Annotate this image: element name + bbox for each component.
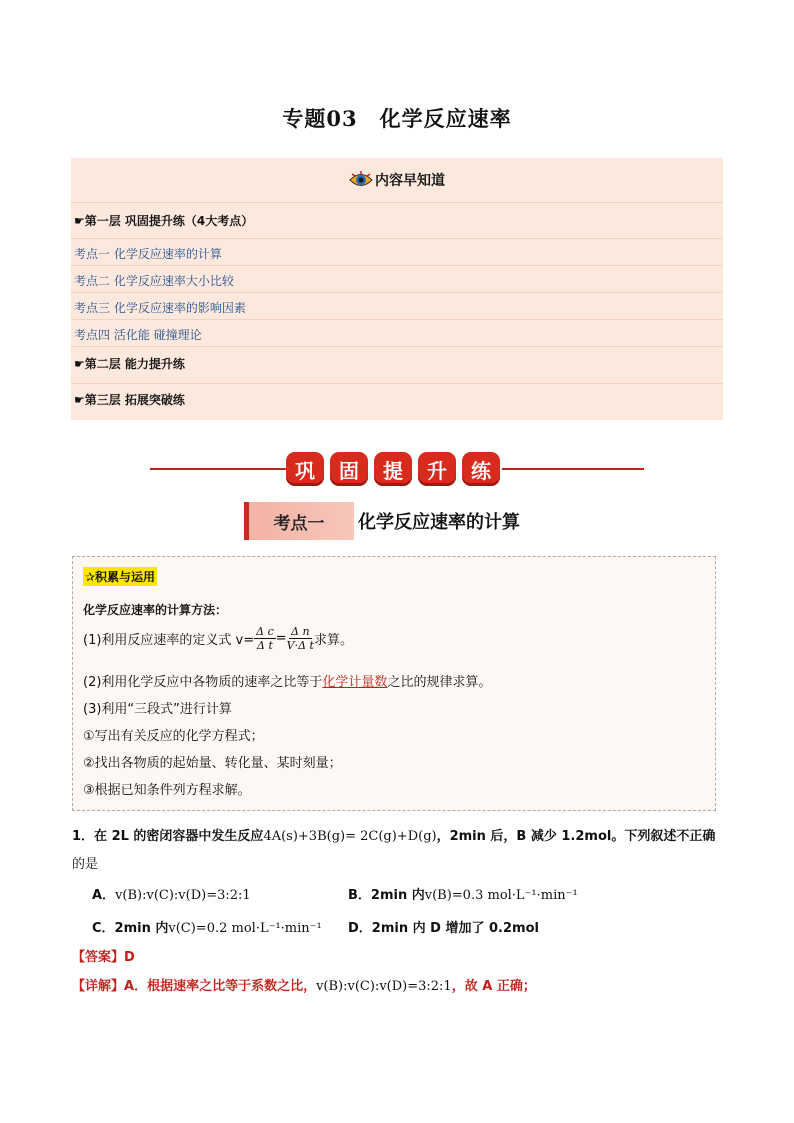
question-stem bbox=[72, 825, 715, 844]
numerator: Δ c bbox=[256, 625, 274, 638]
option-b-text: v(B)=0.3 mol·L⁻¹·min⁻¹ bbox=[424, 888, 578, 903]
formula-prefix: (1)利用反应速率的定义式 v= bbox=[83, 633, 255, 648]
option-d[interactable]: D．2min 内 D 增加了 0.2mol bbox=[348, 921, 539, 936]
answer-label: 【答案】 bbox=[72, 950, 125, 965]
stem-part-a: 1．在 2L 的密闭容器中发生反应 bbox=[72, 829, 264, 844]
option-c[interactable] bbox=[92, 917, 322, 936]
layer-3-label: ☛第三层 拓展突破练 bbox=[74, 393, 185, 407]
option-a-text: v(B):v(C):v(D)=3:2:1 bbox=[115, 888, 251, 903]
detail-line bbox=[72, 975, 536, 994]
layer-2-row bbox=[71, 346, 723, 384]
denominator: V·Δ t bbox=[286, 639, 314, 652]
fraction-dc-dt bbox=[254, 625, 276, 652]
fraction-dn-vdt bbox=[287, 625, 314, 652]
option-a[interactable] bbox=[92, 884, 251, 903]
method-tag: ✰积累与运用 bbox=[83, 567, 157, 586]
answer-line bbox=[72, 946, 135, 965]
banner-char: 升 bbox=[418, 452, 456, 486]
step-3: ③根据已知条件列方程求解。 bbox=[83, 783, 251, 798]
method-line-1 bbox=[83, 625, 353, 652]
layer-3-row bbox=[71, 383, 723, 421]
banner-line-left bbox=[150, 468, 286, 470]
section-heading bbox=[244, 502, 520, 540]
section-title: 化学反应速率的计算 bbox=[358, 512, 520, 533]
method-heading: 化学反应速率的计算方法： bbox=[83, 603, 228, 617]
option-a-label: A． bbox=[92, 888, 116, 903]
list-item[interactable] bbox=[71, 265, 723, 293]
page-title bbox=[0, 103, 794, 133]
stoichiometry-link[interactable]: 化学计量数 bbox=[322, 675, 388, 690]
banner-char: 提 bbox=[374, 452, 412, 486]
point-1-link[interactable]: 考点一 化学反应速率的计算 bbox=[74, 247, 222, 261]
denominator: Δ t bbox=[257, 639, 273, 652]
option-c-label: C．2min 内 bbox=[92, 921, 169, 936]
formula-suffix: 求算。 bbox=[313, 633, 353, 648]
section-tag: 考点一 bbox=[244, 502, 354, 540]
banner-char: 练 bbox=[462, 452, 500, 486]
option-b[interactable] bbox=[348, 884, 578, 903]
stem-part-b: ，2min 后，B 减少 1.2mol。下列叙述不正确 bbox=[436, 829, 716, 844]
layer-1-row bbox=[71, 202, 723, 239]
banner-line-right bbox=[502, 468, 644, 470]
option-b-label: B．2min 内 bbox=[348, 888, 425, 903]
point-3-link[interactable]: 考点三 化学反应速率的影响因素 bbox=[74, 301, 246, 315]
detail-label: 【详解】 bbox=[72, 979, 125, 994]
overview-header bbox=[71, 158, 723, 202]
method-box bbox=[72, 556, 716, 811]
line-2-suffix: 之比的规律求算。 bbox=[387, 675, 492, 690]
title-number: 专题03 bbox=[282, 106, 358, 131]
title-name: 化学反应速率 bbox=[379, 107, 512, 131]
point-2-link[interactable]: 考点二 化学反应速率大小比较 bbox=[74, 274, 234, 288]
eye-icon bbox=[349, 171, 373, 189]
numerator: Δ n bbox=[291, 625, 310, 638]
layer-2-label: ☛第二层 能力提升练 bbox=[74, 357, 185, 371]
overview-header-text: 内容早知道 bbox=[375, 173, 445, 189]
section-banner bbox=[150, 452, 644, 486]
list-item[interactable] bbox=[71, 238, 723, 266]
banner-char: 巩 bbox=[286, 452, 324, 486]
banner-badges bbox=[286, 452, 500, 486]
list-item[interactable] bbox=[71, 319, 723, 347]
detail-formula: v(B):v(C):v(D)=3:2:1 bbox=[316, 979, 452, 994]
option-c-text: v(C)=0.2 mol·L⁻¹·min⁻¹ bbox=[168, 921, 322, 936]
question-stem-end: 的是 bbox=[72, 857, 99, 872]
overview-box bbox=[71, 158, 723, 420]
step-2: ②找出各物质的起始量、转化量、某时刻量； bbox=[83, 756, 342, 771]
equals-sign: = bbox=[275, 631, 287, 646]
banner-char: 固 bbox=[330, 452, 368, 486]
step-1: ①写出有关反应的化学方程式； bbox=[83, 729, 264, 744]
layer-1-label: ☛第一层 巩固提升练（4大考点） bbox=[74, 214, 254, 228]
point-4-link[interactable]: 考点四 活化能 碰撞理论 bbox=[74, 328, 202, 342]
method-line-2 bbox=[83, 671, 491, 690]
line-2-prefix: (2)利用化学反应中各物质的速率之比等于 bbox=[83, 675, 323, 690]
detail-text-b: ，故 A 正确； bbox=[451, 979, 536, 994]
reaction-equation: 4A(s)+3B(g)= 2C(g)+D(g) bbox=[263, 829, 437, 844]
method-line-3: (3)利用“三段式”进行计算 bbox=[83, 702, 232, 717]
answer-value: D bbox=[124, 950, 135, 965]
list-item[interactable] bbox=[71, 292, 723, 320]
detail-text-a: A．根据速率之比等于系数之比， bbox=[124, 979, 317, 994]
